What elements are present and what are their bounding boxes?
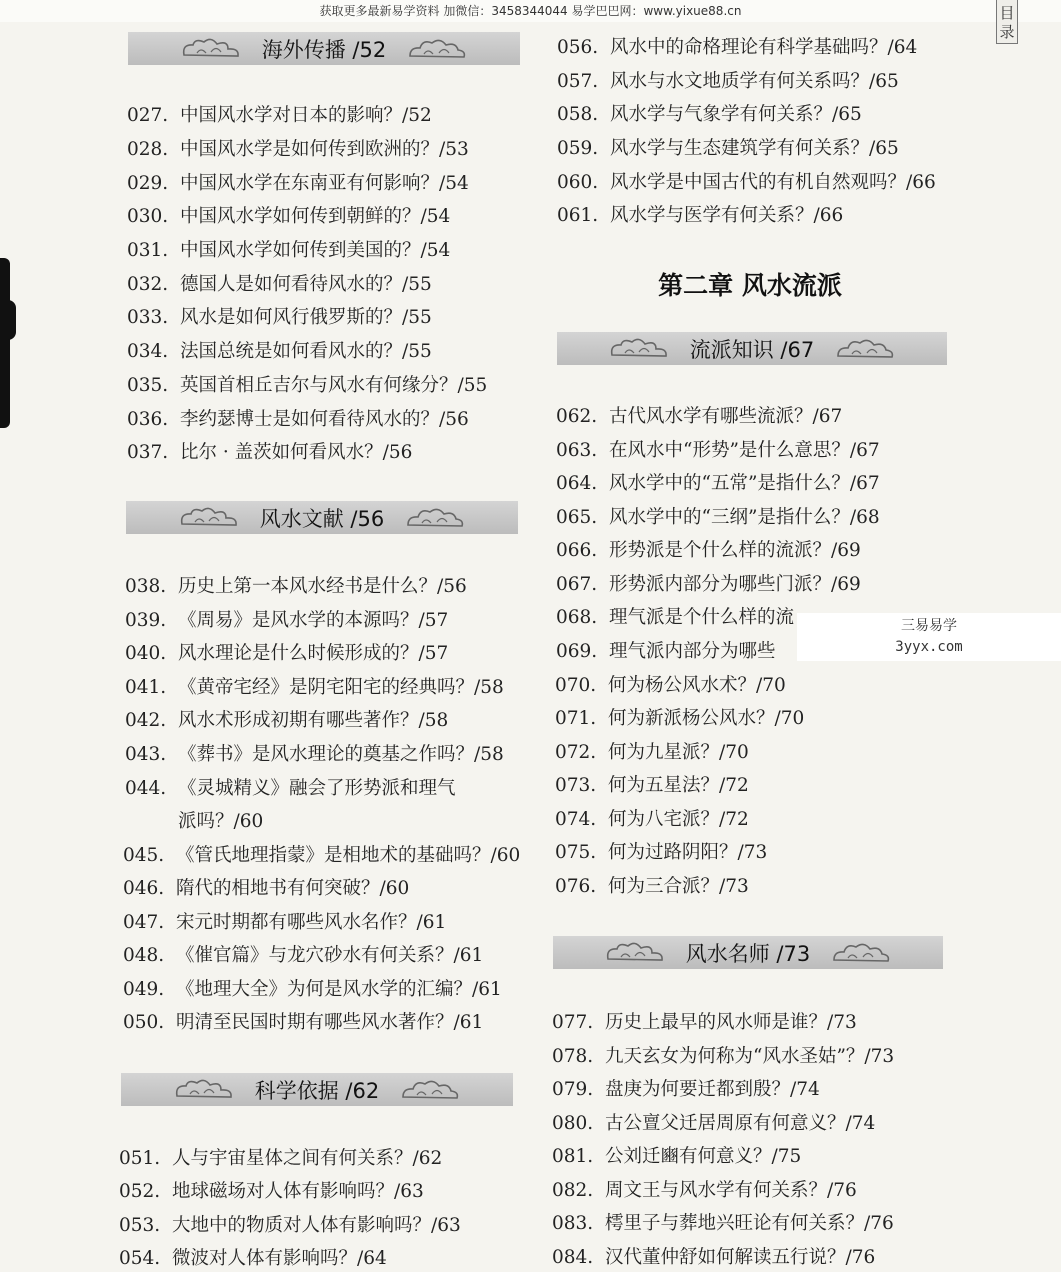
entry-title: 中国风水学如何传到美国的？/54 <box>180 240 451 261</box>
toc-entry[interactable] <box>552 1142 801 1168</box>
entry-title: 何为过路阴阳？/73 <box>608 842 768 863</box>
entry-number: 028. <box>127 139 169 160</box>
entry-title: 风水理论是什么时候形成的？/57 <box>178 643 449 664</box>
entry-title: 中国风水学对日本的影响？/52 <box>180 105 432 126</box>
toc-side-tab: 目录 <box>996 0 1018 44</box>
cloud-ornament-icon <box>402 505 466 531</box>
cloud-ornament-icon <box>832 336 896 362</box>
entry-title: 法国总统是如何看风水的？/55 <box>180 341 432 362</box>
entry-title: 九天玄女为何称为“风水圣姑”？/73 <box>605 1046 895 1067</box>
entry-title: 樗里子与葬地兴旺论有何关系？/76 <box>605 1213 894 1234</box>
entry-number: 034. <box>127 341 169 362</box>
toc-entry[interactable] <box>127 371 487 397</box>
entry-number: 037. <box>127 442 169 463</box>
toc-entry[interactable] <box>557 168 936 194</box>
entry-number: 031. <box>127 240 169 261</box>
toc-entry[interactable] <box>127 270 432 296</box>
toc-entry[interactable] <box>556 402 842 428</box>
entry-title: 《黄帝宅经》是阴宅阳宅的经典吗？/58 <box>178 677 504 698</box>
section-title: 风水文献 /56 <box>259 506 385 531</box>
entry-title: 古公亶父迁居周原有何意义？/74 <box>605 1113 876 1134</box>
entry-number: 033. <box>127 307 169 328</box>
entry-title: 古代风水学有哪些流派？/67 <box>609 406 843 427</box>
entry-number: 071. <box>555 708 597 729</box>
entry-title: 风水学中的“三纲”是指什么？/68 <box>609 507 880 528</box>
cloud-ornament-icon <box>173 1077 237 1103</box>
toc-entry[interactable] <box>557 33 917 59</box>
entry-title: 形势派是个什么样的流派？/69 <box>609 540 861 561</box>
entry-title: 李约瑟博士是如何看待风水的？/56 <box>180 409 469 430</box>
entry-title: 盘庚为何要迁都到殷？/74 <box>605 1079 820 1100</box>
entry-number: 056. <box>557 37 599 58</box>
entry-number: 038. <box>125 576 167 597</box>
entry-title: 地球磁场对人体有影响吗？/63 <box>172 1181 424 1202</box>
section-title: 风水名师 /73 <box>685 941 811 966</box>
entry-title: 何为九星派？/70 <box>608 742 749 763</box>
entry-number: 065. <box>556 507 598 528</box>
entry-title: 《催官篇》与龙穴砂水有何关系？/61 <box>176 945 484 966</box>
entry-number: 063. <box>556 440 598 461</box>
entry-number: 067. <box>556 574 598 595</box>
toc-entry[interactable] <box>123 1008 483 1034</box>
toc-entry[interactable] <box>557 67 899 93</box>
entry-title: 历史上最早的风水师是谁？/73 <box>605 1012 857 1033</box>
entry-title: 公刘迁豳有何意义？/75 <box>605 1146 802 1167</box>
entry-title: 理气派是个什么样的流 <box>609 607 795 628</box>
section-title: 海外传播 /52 <box>261 37 387 62</box>
toc-entry[interactable] <box>556 436 880 462</box>
entry-title: 英国首相丘吉尔与风水有何缘分？/55 <box>180 375 488 396</box>
entry-number: 046. <box>123 878 165 899</box>
toc-entry[interactable] <box>125 606 448 632</box>
toc-entry[interactable] <box>552 1008 857 1034</box>
entry-title: 风水学与医学有何关系？/66 <box>610 205 844 226</box>
entry-title: 风水学与气象学有何关系？/65 <box>610 104 862 125</box>
entry-number: 082. <box>552 1180 594 1201</box>
toc-entry[interactable] <box>127 405 469 431</box>
entry-title: 中国风水学是如何传到欧洲的？/53 <box>180 139 469 160</box>
entry-number: 029. <box>127 173 169 194</box>
entry-title: 风水学中的“五常”是指什么？/67 <box>609 473 880 494</box>
toc-entry[interactable] <box>125 673 504 699</box>
entry-number: 042. <box>125 710 167 731</box>
entry-number: 044. <box>125 778 167 799</box>
section-banner-masters <box>553 936 943 969</box>
cloud-ornament-icon <box>178 505 242 531</box>
cloud-ornament-icon <box>180 36 244 62</box>
toc-entry[interactable] <box>555 838 767 864</box>
entry-number: 075. <box>555 842 597 863</box>
entry-number: 053. <box>119 1215 161 1236</box>
entry-number: 045. <box>123 845 165 866</box>
entry-title: 风水学是中国古代的有机自然观吗？/66 <box>610 172 936 193</box>
section-title: 流派知识 /67 <box>689 337 815 362</box>
toc-entry[interactable] <box>125 740 504 766</box>
section-title: 科学依据 /62 <box>254 1078 380 1103</box>
toc-entry[interactable] <box>556 503 880 529</box>
entry-title: 中国风水学如何传到朝鲜的？/54 <box>180 206 451 227</box>
entry-number: 039. <box>125 610 167 631</box>
entry-number: 035. <box>127 375 169 396</box>
entry-number: 074. <box>555 809 597 830</box>
entry-number: 081. <box>552 1146 594 1167</box>
entry-title: 风水中的命格理论有科学基础吗？/64 <box>610 37 918 58</box>
toc-entry[interactable] <box>127 303 432 329</box>
entry-title: 派吗？/60 <box>178 811 264 832</box>
entry-number: 076. <box>555 876 597 897</box>
entry-number: 032. <box>127 274 169 295</box>
entry-title: 《灵城精义》融会了形势派和理气 <box>178 778 456 799</box>
entry-number: 061. <box>557 205 599 226</box>
toc-entry[interactable] <box>125 639 448 665</box>
entry-number: 073. <box>555 775 597 796</box>
toc-entry[interactable] <box>555 805 749 831</box>
toc-entry[interactable] <box>123 874 409 900</box>
entry-title: 风水学与生态建筑学有何关系？/65 <box>610 138 899 159</box>
entry-title: 形势派内部分为哪些门派？/69 <box>609 574 861 595</box>
toc-entry[interactable] <box>552 1243 875 1269</box>
toc-entry[interactable] <box>125 572 467 598</box>
toc-entry[interactable] <box>552 1109 875 1135</box>
entry-number: 078. <box>552 1046 594 1067</box>
entry-number: 052. <box>119 1181 161 1202</box>
toc-entry[interactable] <box>556 637 776 663</box>
entry-number: 051. <box>119 1148 161 1169</box>
toc-entry[interactable] <box>123 975 502 1001</box>
toc-entry[interactable] <box>552 1209 894 1235</box>
entry-title: 明清至民国时期有哪些风水著作？/61 <box>176 1012 484 1033</box>
cloud-ornament-icon <box>604 940 668 966</box>
toc-entry[interactable] <box>556 570 861 596</box>
entry-number: 054. <box>119 1248 161 1269</box>
toc-entry[interactable] <box>123 841 520 867</box>
toc-entry[interactable] <box>123 908 446 934</box>
entry-number: 050. <box>123 1012 165 1033</box>
toc-entry[interactable] <box>125 774 456 800</box>
entry-number: 030. <box>127 206 169 227</box>
entry-title: 《周易》是风水学的本源吗？/57 <box>178 610 449 631</box>
toc-entry[interactable] <box>552 1176 857 1202</box>
entry-title: 汉代董仲舒如何解读五行说？/76 <box>605 1247 876 1268</box>
entry-title: 风水是如何风行俄罗斯的？/55 <box>180 307 432 328</box>
toc-entry[interactable] <box>127 101 432 127</box>
toc-entry[interactable] <box>556 469 880 495</box>
toc-entry[interactable] <box>127 135 469 161</box>
toc-entry[interactable] <box>552 1075 820 1101</box>
toc-entry[interactable] <box>125 706 448 732</box>
entry-number: 047. <box>123 912 165 933</box>
entry-title: 周文王与风水学有何关系？/76 <box>605 1180 857 1201</box>
toc-entry[interactable] <box>127 169 469 195</box>
watermark-line: 3yyx.com <box>895 639 963 655</box>
entry-title: 《管氏地理指蒙》是相地术的基础吗？/60 <box>176 845 521 866</box>
entry-number: 084. <box>552 1247 594 1268</box>
toc-entry[interactable] <box>123 941 483 967</box>
toc-entry[interactable] <box>555 771 749 797</box>
toc-entry[interactable] <box>555 704 804 730</box>
toc-entry[interactable] <box>127 236 450 262</box>
cloud-ornament-icon <box>397 1077 461 1103</box>
toc-entry[interactable] <box>555 872 749 898</box>
entry-number: 058. <box>557 104 599 125</box>
chapter-title: 第二章 风水流派 <box>658 271 842 300</box>
entry-title: 何为三合派？/73 <box>608 876 749 897</box>
entry-number: 062. <box>556 406 598 427</box>
entry-number: 068. <box>556 607 598 628</box>
entry-number: 070. <box>555 675 597 696</box>
cloud-ornament-icon <box>828 940 892 966</box>
watermark-line: 三易易学 <box>901 618 957 634</box>
entry-number: 049. <box>123 979 165 1000</box>
entry-number: 069. <box>556 641 598 662</box>
entry-title: 何为八宅派？/72 <box>608 809 749 830</box>
page-edge-shadow <box>0 300 16 340</box>
toc-entry[interactable] <box>556 536 861 562</box>
entry-title: 《葬书》是风水理论的奠基之作吗？/58 <box>178 744 504 765</box>
top-banner-text: 获取更多最新易学资料 加微信：3458344044 易学巴巴网：www.yixue88.cn <box>0 0 1061 22</box>
entry-title: 比尔 · 盖茨如何看风水？/56 <box>180 442 413 463</box>
entry-title: 在风水中“形势”是什么意思？/67 <box>609 440 880 461</box>
cloud-ornament-icon <box>608 336 672 362</box>
entry-number: 060. <box>557 172 599 193</box>
entry-number: 040. <box>125 643 167 664</box>
entry-number: 041. <box>125 677 167 698</box>
toc-entry[interactable] <box>119 1177 424 1203</box>
toc-entry[interactable] <box>119 1144 442 1170</box>
section-banner-schools <box>557 332 947 365</box>
entry-title: 历史上第一本风水经书是什么？/56 <box>178 576 467 597</box>
entry-number: 057. <box>557 71 599 92</box>
entry-number: 043. <box>125 744 167 765</box>
entry-title: 理气派内部分为哪些 <box>609 641 776 662</box>
entry-title: 微波对人体有影响吗？/64 <box>172 1248 387 1269</box>
section-banner-science <box>121 1073 513 1106</box>
toc-entry[interactable] <box>555 671 786 697</box>
toc-entry[interactable] <box>127 337 432 363</box>
toc-entry[interactable] <box>127 202 450 228</box>
entry-number: 059. <box>557 138 599 159</box>
entry-number: 027. <box>127 105 169 126</box>
toc-entry[interactable] <box>127 438 412 464</box>
entry-title: 何为五星法？/72 <box>608 775 749 796</box>
entry-title: 中国风水学在东南亚有何影响？/54 <box>180 173 469 194</box>
entry-title: 隋代的相地书有何突破？/60 <box>176 878 410 899</box>
entry-title: 《地理大全》为何是风水学的汇编？/61 <box>176 979 502 1000</box>
entry-number: 083. <box>552 1213 594 1234</box>
entry-title: 人与宇宙星体之间有何关系？/62 <box>172 1148 443 1169</box>
toc-entry[interactable] <box>119 1244 387 1270</box>
entry-number: 048. <box>123 945 165 966</box>
toc-entry[interactable] <box>557 134 899 160</box>
entry-title: 何为杨公风水术？/70 <box>608 675 786 696</box>
section-banner-literature <box>126 501 518 534</box>
page-edge-shadow <box>0 258 10 428</box>
entry-number: 072. <box>555 742 597 763</box>
toc-entry[interactable] <box>556 603 794 629</box>
entry-number: 079. <box>552 1079 594 1100</box>
cloud-ornament-icon <box>404 36 468 62</box>
section-banner-overseas <box>128 32 520 65</box>
entry-number: 036. <box>127 409 169 430</box>
entry-title: 宋元时期都有哪些风水名作？/61 <box>176 912 447 933</box>
entry-number: 064. <box>556 473 598 494</box>
entry-number: 080. <box>552 1113 594 1134</box>
entry-title: 风水术形成初期有哪些著作？/58 <box>178 710 449 731</box>
toc-entry[interactable] <box>552 1042 894 1068</box>
toc-entry[interactable] <box>557 100 862 126</box>
toc-entry-continuation[interactable] <box>125 807 263 833</box>
toc-entry[interactable] <box>119 1211 461 1237</box>
entry-title: 大地中的物质对人体有影响吗？/63 <box>172 1215 461 1236</box>
entry-title: 何为新派杨公风水？/70 <box>608 708 805 729</box>
entry-number: 077. <box>552 1012 594 1033</box>
entry-title: 风水与水文地质学有何关系吗？/65 <box>610 71 899 92</box>
entry-number: 066. <box>556 540 598 561</box>
watermark-box <box>797 613 1061 661</box>
toc-entry[interactable] <box>555 738 749 764</box>
toc-entry[interactable] <box>557 201 843 227</box>
entry-title: 德国人是如何看待风水的？/55 <box>180 274 432 295</box>
